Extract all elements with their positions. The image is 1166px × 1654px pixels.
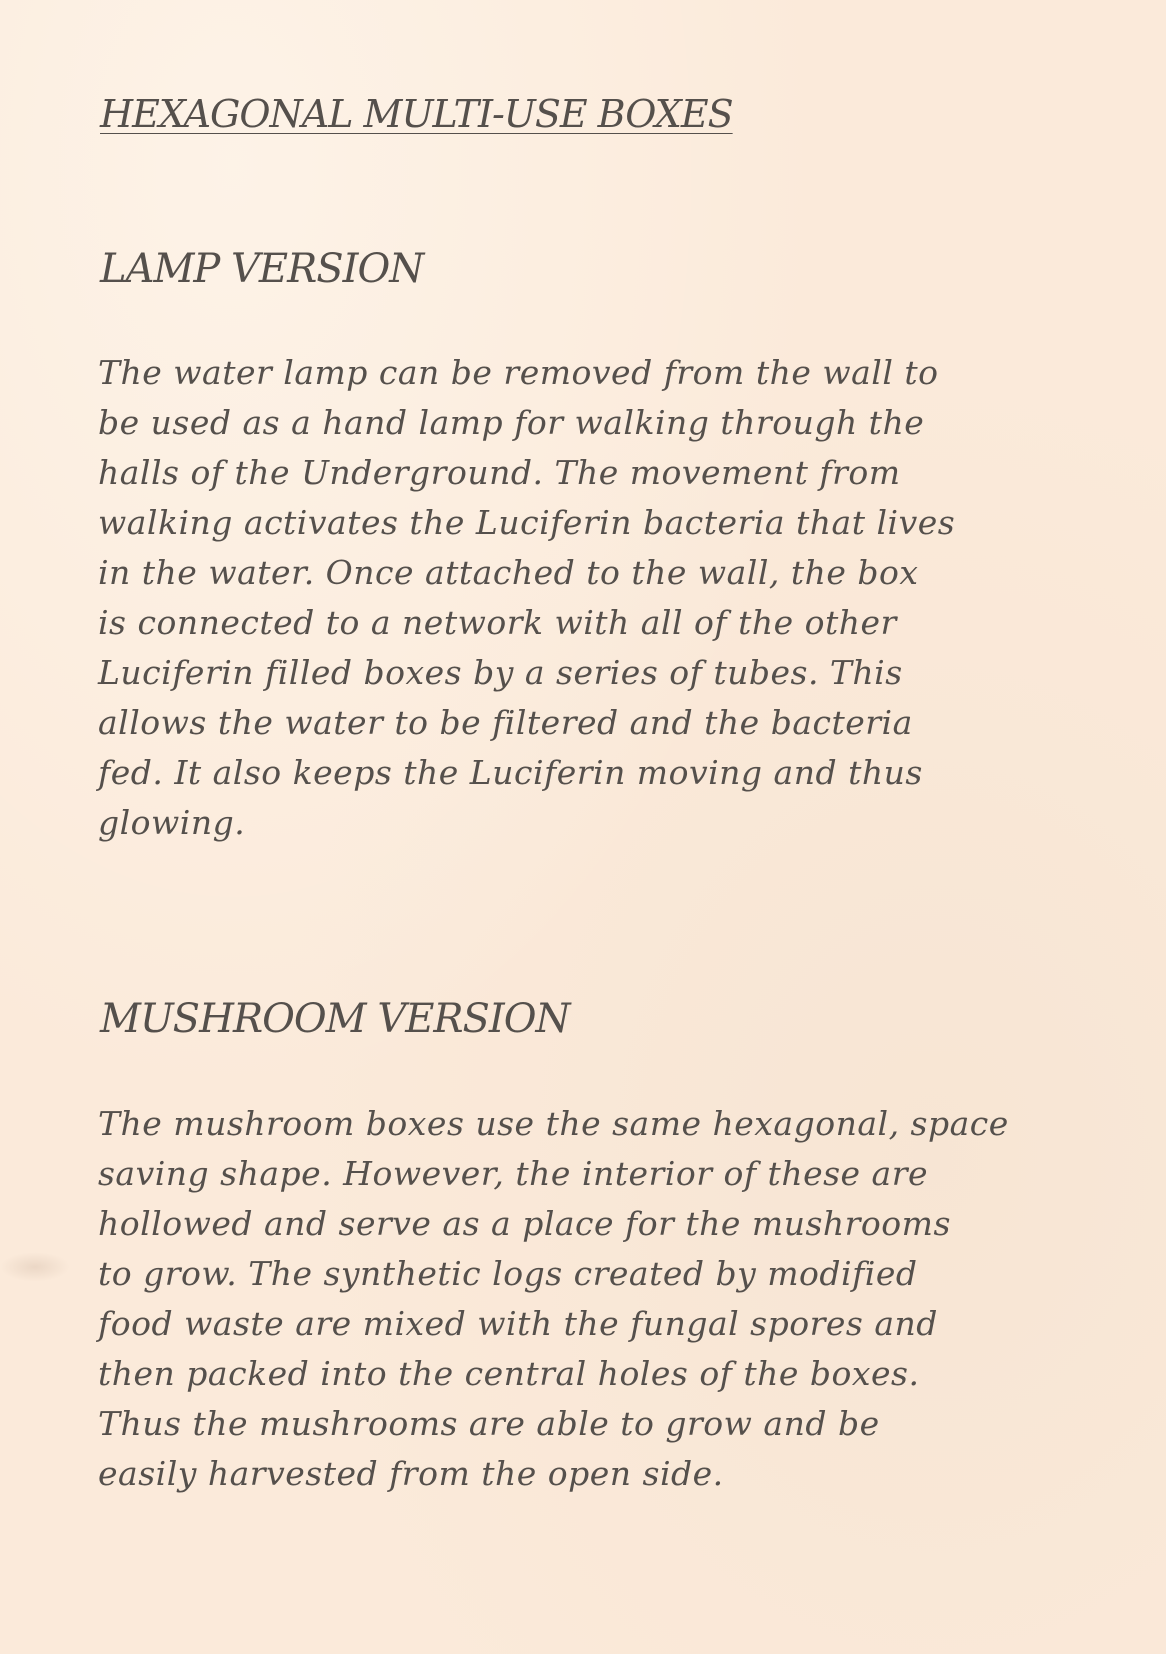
- lamp-version-heading: LAMP VERSION: [100, 246, 424, 292]
- paragraph-line: halls of the Underground. The movement from: [98, 453, 901, 492]
- paragraph-line: is connected to a network with all of the other: [98, 603, 897, 642]
- paragraph-line: be used as a hand lamp for walking through the: [98, 403, 925, 442]
- paragraph-line: glowing.: [98, 803, 246, 842]
- paragraph-line: fed. It also keeps the Luciferin moving and thus: [98, 753, 923, 792]
- lamp-version-paragraph: [98, 348, 1098, 848]
- paragraph-line: The mushroom boxes use the same hexagonal, space: [98, 1104, 1009, 1143]
- document-title: HEXAGONAL MULTI-USE BOXES: [100, 92, 733, 136]
- mushroom-version-heading: MUSHROOM VERSION: [100, 996, 570, 1042]
- paragraph-line: The water lamp can be removed from the wall to: [98, 353, 939, 392]
- paragraph-line: hollowed and serve as a place for the mushrooms: [98, 1204, 951, 1243]
- paragraph-line: Thus the mushrooms are able to grow and be: [98, 1404, 880, 1443]
- paragraph-line: to grow. The synthetic logs created by modified: [98, 1254, 918, 1293]
- mushroom-version-paragraph: [98, 1099, 1098, 1499]
- paragraph-line: allows the water to be filtered and the bacteria: [98, 703, 913, 742]
- paragraph-line: food waste are mixed with the fungal spores and: [98, 1304, 938, 1343]
- paragraph-line: walking activates the Luciferin bacteria that lives: [98, 503, 956, 542]
- paragraph-line: Luciferin filled boxes by a series of tubes. This: [98, 653, 903, 692]
- paper-smudge: [0, 1252, 70, 1282]
- paragraph-line: in the water. Once attached to the wall, the box: [98, 553, 919, 592]
- paragraph-line: saving shape. However, the interior of these are: [98, 1154, 929, 1193]
- paragraph-line: then packed into the central holes of the boxes.: [98, 1354, 920, 1393]
- paragraph-line: easily harvested from the open side.: [98, 1454, 724, 1493]
